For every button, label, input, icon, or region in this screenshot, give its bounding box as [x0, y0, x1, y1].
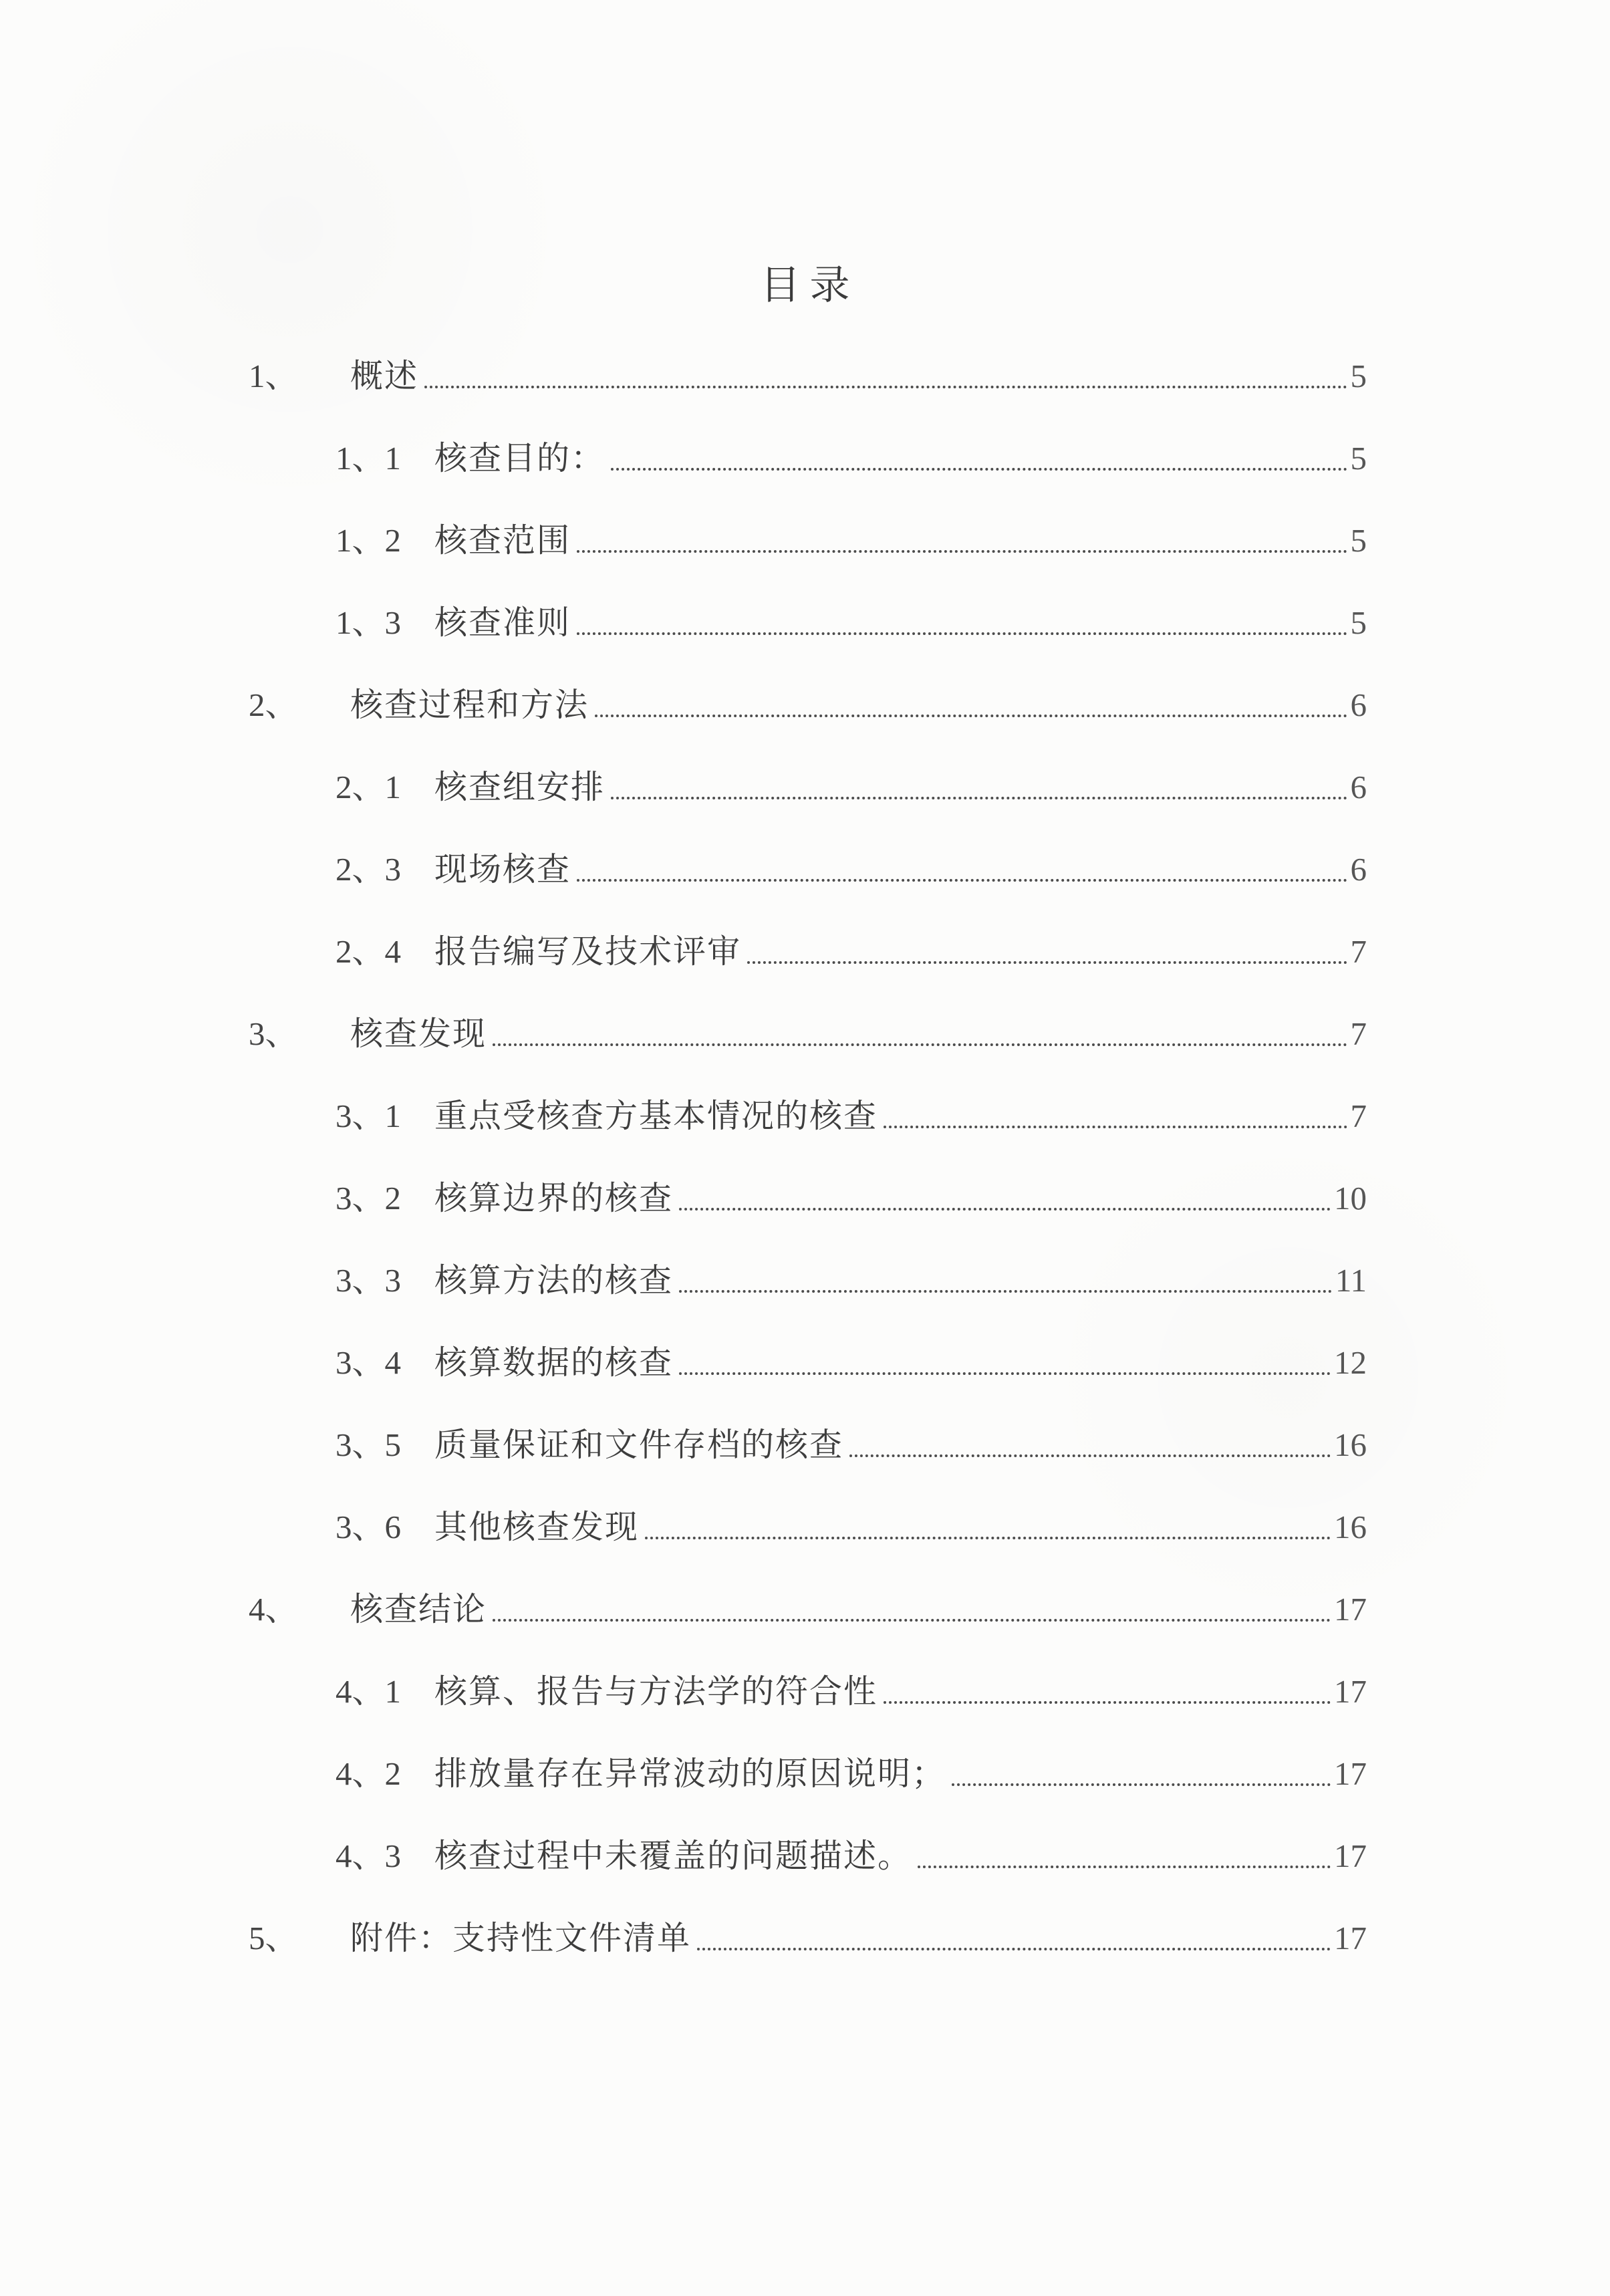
dot-leader	[952, 1783, 1331, 1786]
toc-entry-page: 5	[1350, 522, 1367, 559]
toc-entry	[249, 1755, 1367, 1793]
dot-leader	[611, 797, 1347, 799]
toc-entry-page: 5	[1350, 604, 1367, 641]
toc-entry-number: 3、1	[336, 1098, 402, 1134]
toc-entry-title: 核算、报告与方法学的符合性	[434, 1673, 878, 1710]
toc-entry-title: 核查结论	[350, 1591, 487, 1628]
toc-entry-page: 6	[1350, 769, 1367, 805]
toc-entry-page: 7	[1350, 1098, 1367, 1134]
toc-entry-title: 核算方法的核查	[434, 1262, 674, 1299]
toc-entry-number: 1、2	[336, 522, 402, 559]
toc-entry-number: 4、1	[336, 1673, 402, 1710]
toc-entry	[249, 1344, 1367, 1382]
toc-entry-number: 2、4	[336, 933, 402, 970]
toc-entry-title: 排放量存在异常波动的原因说明；	[434, 1755, 946, 1792]
toc-entry-title: 核查组安排	[434, 769, 606, 805]
toc-entry-page: 11	[1335, 1262, 1367, 1299]
toc-entry	[249, 1426, 1367, 1464]
toc-entry-page: 17	[1334, 1673, 1367, 1710]
toc-entry-number: 2、	[249, 686, 298, 723]
toc-entry-title: 重点受核查方基本情况的核查	[434, 1098, 878, 1134]
toc-entry-number: 2、1	[336, 769, 402, 805]
toc-entry-page: 16	[1334, 1426, 1367, 1463]
dot-leader	[577, 550, 1347, 553]
dot-leader	[679, 1208, 1331, 1210]
toc-entry-page: 6	[1350, 851, 1367, 888]
toc-entry-page: 5	[1350, 440, 1367, 477]
toc-entry-number: 3、5	[336, 1426, 402, 1463]
toc-entry	[249, 1261, 1367, 1300]
toc-entry	[249, 1179, 1367, 1218]
toc-entry-page: 17	[1334, 1920, 1367, 1956]
toc-entry-title: 质量保证和文件存档的核查	[434, 1426, 844, 1463]
toc-entry	[249, 768, 1367, 807]
dot-leader	[595, 715, 1347, 717]
toc-entry-number: 3、2	[336, 1180, 402, 1217]
toc-entry-number: 1、3	[336, 604, 402, 641]
toc-entry-number: 4、3	[336, 1837, 402, 1874]
dot-leader	[679, 1372, 1331, 1375]
toc-entry	[249, 439, 1367, 478]
toc-entry	[249, 604, 1367, 642]
dot-leader	[645, 1537, 1331, 1539]
toc-entry	[249, 1508, 1367, 1547]
toc-entry	[249, 1015, 1367, 1053]
toc-entry-page: 12	[1334, 1344, 1367, 1381]
toc-entry-page: 16	[1334, 1509, 1367, 1545]
toc-entry-title: 其他核查发现	[434, 1509, 640, 1545]
toc-entry	[249, 357, 1367, 396]
dot-leader	[424, 386, 1347, 388]
toc-entry-title: 核查目的：	[434, 440, 606, 477]
toc-entry-number: 3、	[249, 1015, 298, 1052]
dot-leader	[577, 632, 1347, 635]
toc-entry-title: 核查过程中未覆盖的问题描述。	[434, 1837, 912, 1874]
dot-leader	[493, 1619, 1331, 1622]
dot-leader	[611, 468, 1347, 471]
toc-entry	[249, 1919, 1367, 1958]
toc-entry-number: 3、4	[336, 1344, 402, 1381]
toc-entry-page: 17	[1334, 1837, 1367, 1874]
toc-entry-number: 2、3	[336, 851, 402, 888]
toc-entry	[249, 932, 1367, 971]
toc-entry-title: 核查准则	[434, 604, 571, 641]
toc-entry	[249, 850, 1367, 889]
toc-entry-page: 7	[1350, 1015, 1367, 1052]
toc-entry-title: 概述	[350, 358, 419, 394]
dot-leader	[747, 961, 1347, 964]
toc-entry	[249, 1837, 1367, 1876]
toc-entry-title: 报告编写及技术评审	[434, 933, 742, 970]
toc-entry-page: 7	[1350, 933, 1367, 970]
toc-entry-number: 1、1	[336, 440, 402, 477]
toc-entry-title: 附件：支持性文件清单	[350, 1920, 692, 1956]
toc-entry-title: 核查发现	[350, 1015, 487, 1052]
dot-leader	[884, 1701, 1331, 1704]
toc-entry-number: 3、6	[336, 1509, 402, 1545]
toc-entry-title: 核算边界的核查	[434, 1180, 674, 1217]
dot-leader	[849, 1454, 1331, 1457]
toc-entry-number: 4、	[249, 1591, 298, 1628]
dot-leader	[697, 1948, 1331, 1950]
toc-entry-page: 5	[1350, 358, 1367, 394]
toc-entry-number: 4、2	[336, 1755, 402, 1792]
toc-entry	[249, 521, 1367, 560]
dot-leader	[918, 1866, 1331, 1868]
table-of-contents	[249, 357, 1367, 1958]
toc-entry-page: 10	[1334, 1180, 1367, 1217]
toc-entry-number: 1、	[249, 358, 298, 394]
toc-entry-number: 5、	[249, 1920, 298, 1956]
toc-entry-page: 17	[1334, 1591, 1367, 1628]
toc-entry-page: 6	[1350, 686, 1367, 723]
toc-entry-title: 核查过程和方法	[350, 686, 589, 723]
toc-entry-title: 现场核查	[434, 851, 571, 888]
toc-entry-number: 3、3	[336, 1262, 402, 1299]
toc-entry-page: 17	[1334, 1755, 1367, 1792]
dot-leader	[884, 1126, 1347, 1128]
dot-leader	[679, 1290, 1332, 1293]
page-title: 目录	[760, 263, 859, 307]
toc-entry	[249, 1590, 1367, 1629]
toc-entry	[249, 1097, 1367, 1136]
toc-entry	[249, 686, 1367, 725]
dot-leader	[493, 1043, 1347, 1046]
toc-entry-title: 核查范围	[434, 522, 571, 559]
toc-entry	[249, 1672, 1367, 1711]
toc-entry-title: 核算数据的核查	[434, 1344, 674, 1381]
dot-leader	[577, 879, 1347, 882]
